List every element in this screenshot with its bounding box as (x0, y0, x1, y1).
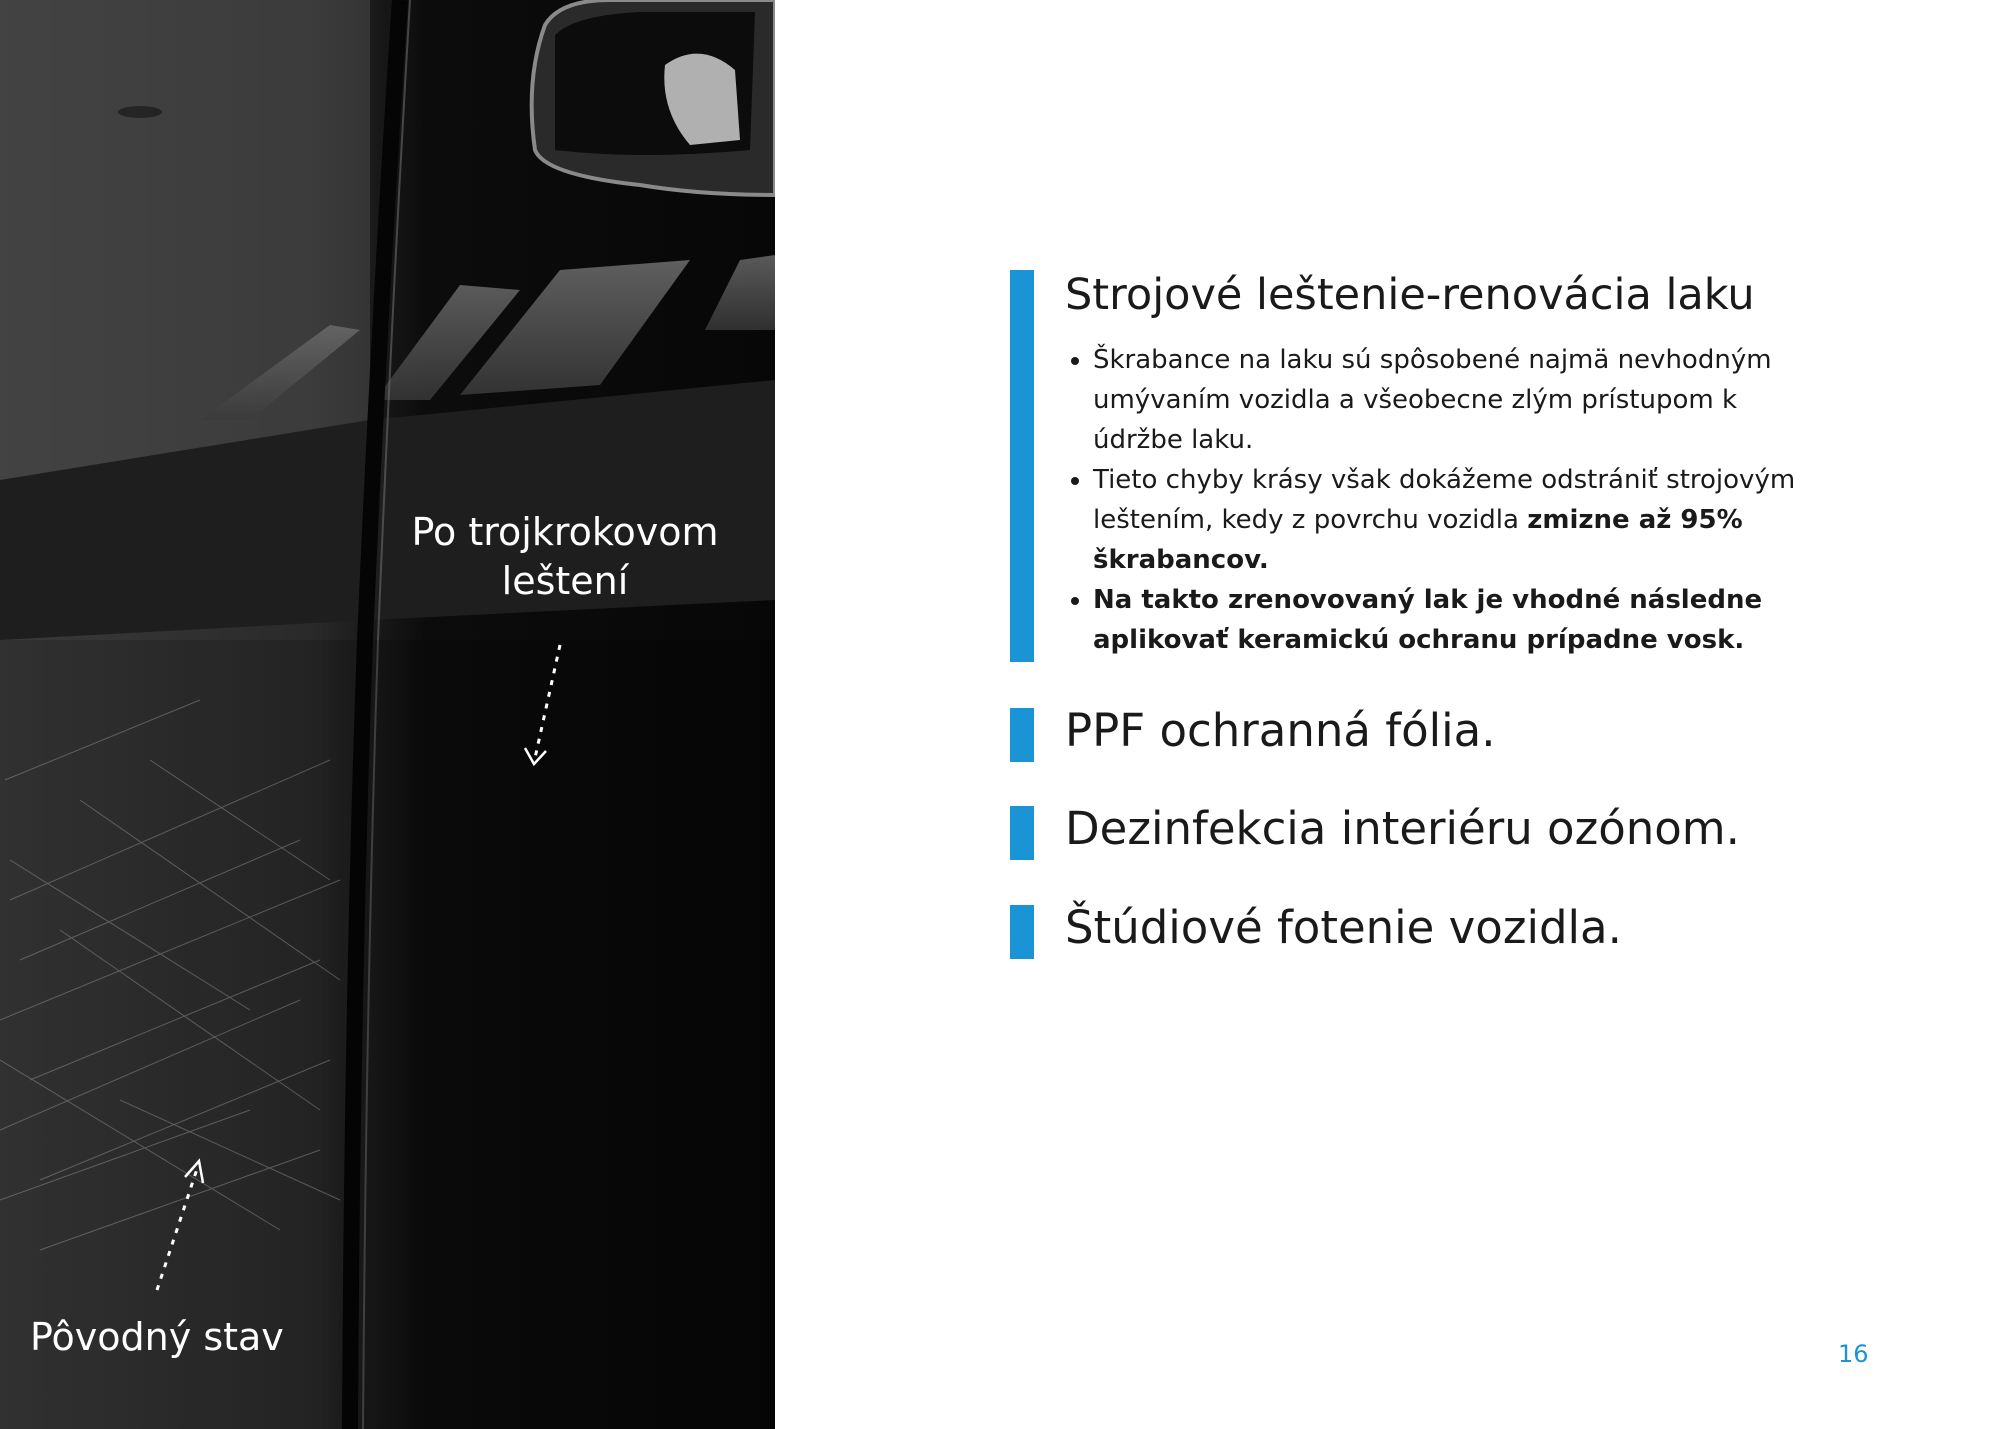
list-item: • Škrabance na laku sú spôsobené najmä nevhodným umývaním vozidla a všeobecne zlým prístupom k údržbe laku. (1093, 340, 1813, 460)
list-item: • Tieto chyby krásy však dokážeme odstrániť strojovým leštením, kedy z povrchu vozidla zmizne až 95% škrabancov. (1093, 460, 1813, 580)
arrow-down-icon (520, 640, 570, 770)
car-door-photo (0, 0, 775, 1429)
list-item: • Na takto zrenovovaný lak je vhodné následne aplikovať keramickú ochranu prípadne vosk. (1093, 580, 1813, 660)
page-number: 16 (1838, 1340, 1869, 1368)
accent-bar (1010, 270, 1034, 662)
original-state-label: Pôvodný stav (30, 1315, 284, 1359)
section-title: Dezinfekcia interiéru ozónom. (1065, 802, 1740, 855)
accent-bar (1010, 905, 1034, 959)
accent-bar (1010, 806, 1034, 860)
section-title: PPF ochranná fólia. (1065, 704, 1496, 757)
arrow-up-icon (145, 1155, 205, 1295)
bullet-list (1065, 340, 1813, 660)
car-door-illustration (0, 0, 775, 1429)
accent-bar (1010, 708, 1034, 762)
section-title: Štúdiové fotenie vozidla. (1065, 901, 1622, 954)
after-polishing-label: Po trojkrokovom leštení (411, 510, 719, 604)
section-title: Strojové leštenie-renovácia laku (1065, 270, 1755, 320)
